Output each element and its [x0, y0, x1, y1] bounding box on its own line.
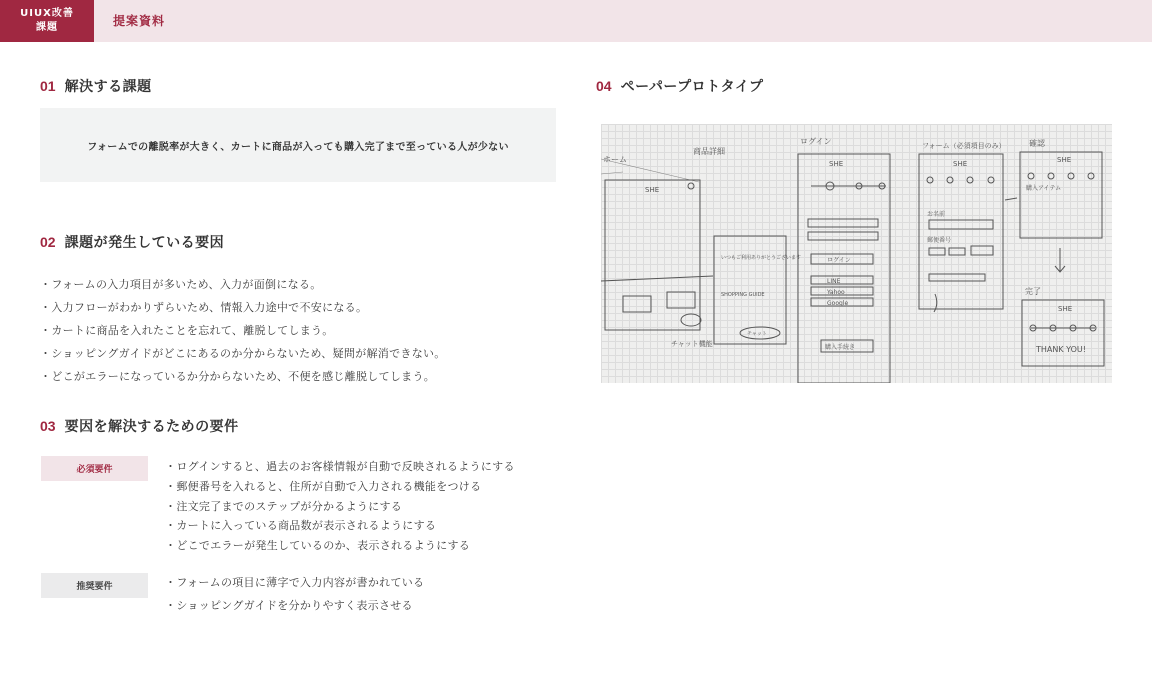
sketch-drawing [601, 124, 1112, 383]
sketch-login-screen [798, 137, 890, 383]
list-item: ・ ログインすると、過去のお客様情報が自動で反映されるようにする [165, 457, 515, 477]
section-title: 解決する課題 [64, 79, 152, 95]
section-number: 01 [40, 78, 56, 94]
recommended-list [165, 572, 424, 617]
sketch-button: 購入手続き [825, 344, 856, 351]
section-number: 02 [40, 234, 56, 250]
list-item: ・ ショッピングガイドがどこにあるのか分からないため、疑問が解消できない。 [40, 342, 446, 365]
sketch-brand: SHE [1057, 156, 1072, 164]
cause-list [40, 273, 446, 388]
list-item: ・ どこでエラーが発生しているのか、表示されるようにする [165, 536, 515, 556]
section-title: ペーパープロトタイプ [620, 79, 764, 95]
sketch-form-screen [919, 141, 1006, 312]
section-04-heading [596, 76, 763, 96]
section-number: 03 [40, 418, 56, 434]
sketch-text: THANK YOU! [1036, 345, 1086, 354]
sketch-button: ログイン [827, 257, 851, 264]
list-item: ・ フォームの項目に薄字で入力内容が書かれている [165, 572, 424, 595]
sketch-text: 購入アイテム [1026, 185, 1062, 192]
sketch-button: LINE [827, 278, 841, 285]
sketch-button: Google [827, 300, 849, 307]
sketch-brand: SHE [645, 186, 660, 194]
sketch-button: チャット [747, 331, 767, 337]
sketch-brand: SHE [953, 160, 968, 168]
sketch-complete-screen [1022, 286, 1104, 366]
sketch-detail-screen [671, 146, 801, 348]
section-title: 課題が発生している要因 [64, 235, 225, 251]
category-badge [0, 0, 94, 42]
problem-statement: フォームでの離脱率が大きく、カートに商品が入っても購入完了まで至っている人が少ない [40, 108, 556, 182]
badge-line2: 課題 [36, 22, 58, 33]
document-title: 提案資料 [113, 14, 166, 28]
sketch-confirm-screen [1005, 138, 1102, 272]
section-title: 要因を解決するための要件 [64, 419, 239, 435]
paper-prototype-photo [601, 124, 1112, 383]
list-item: ・ フォームの入力項目が多いため、入力が面倒になる。 [40, 273, 446, 296]
sketch-label: フォーム（必須項目のみ） [922, 142, 1006, 150]
list-item: ・ どこがエラーになっているか分からないため、不便を感じ離脱してしまう。 [40, 365, 446, 388]
sketch-brand: SHE [1058, 305, 1073, 313]
required-tag: 必須要件 [41, 456, 148, 481]
list-item: ・ カートに入っている商品数が表示されるようにする [165, 516, 515, 536]
sketch-home-screen [601, 155, 713, 330]
sketch-label: ログイン [800, 137, 832, 146]
sketch-label: 確認 [1029, 139, 1045, 148]
top-bar [0, 0, 1152, 42]
sketch-text: 郵便番号 [927, 237, 952, 244]
list-item: ・ カートに商品を入れたことを忘れて、離脱してしまう。 [40, 319, 446, 342]
sketch-label: チャット機能 [671, 340, 713, 348]
section-03-heading [40, 416, 239, 436]
sketch-label: 商品詳細 [693, 147, 725, 156]
sketch-button: Yahoo [827, 289, 845, 296]
required-list [165, 457, 515, 556]
section-01-heading [40, 76, 152, 96]
list-item: ・ 郵便番号を入れると、住所が自動で入力される機能をつける [165, 477, 515, 497]
sketch-text: SHOPPING GUIDE [721, 292, 765, 298]
list-item: ・ 注文完了までのステップが分かるようにする [165, 497, 515, 517]
sketch-label: ホーム [603, 155, 627, 164]
section-number: 04 [596, 78, 612, 94]
sketch-brand: SHE [829, 160, 844, 168]
badge-line1: UIUX改善 [20, 8, 74, 19]
section-02-heading [40, 232, 224, 252]
sketch-text: お名前 [927, 211, 946, 218]
list-item: ・ ショッピングガイドを分かりやすく表示させる [165, 595, 424, 618]
sketch-text: いつもご利用ありがとうございます [721, 255, 802, 261]
sketch-label: 完了 [1025, 287, 1041, 296]
list-item: ・ 入力フローがわかりずらいため、情報入力途中で不安になる。 [40, 296, 446, 319]
recommended-tag: 推奨要件 [41, 573, 148, 598]
